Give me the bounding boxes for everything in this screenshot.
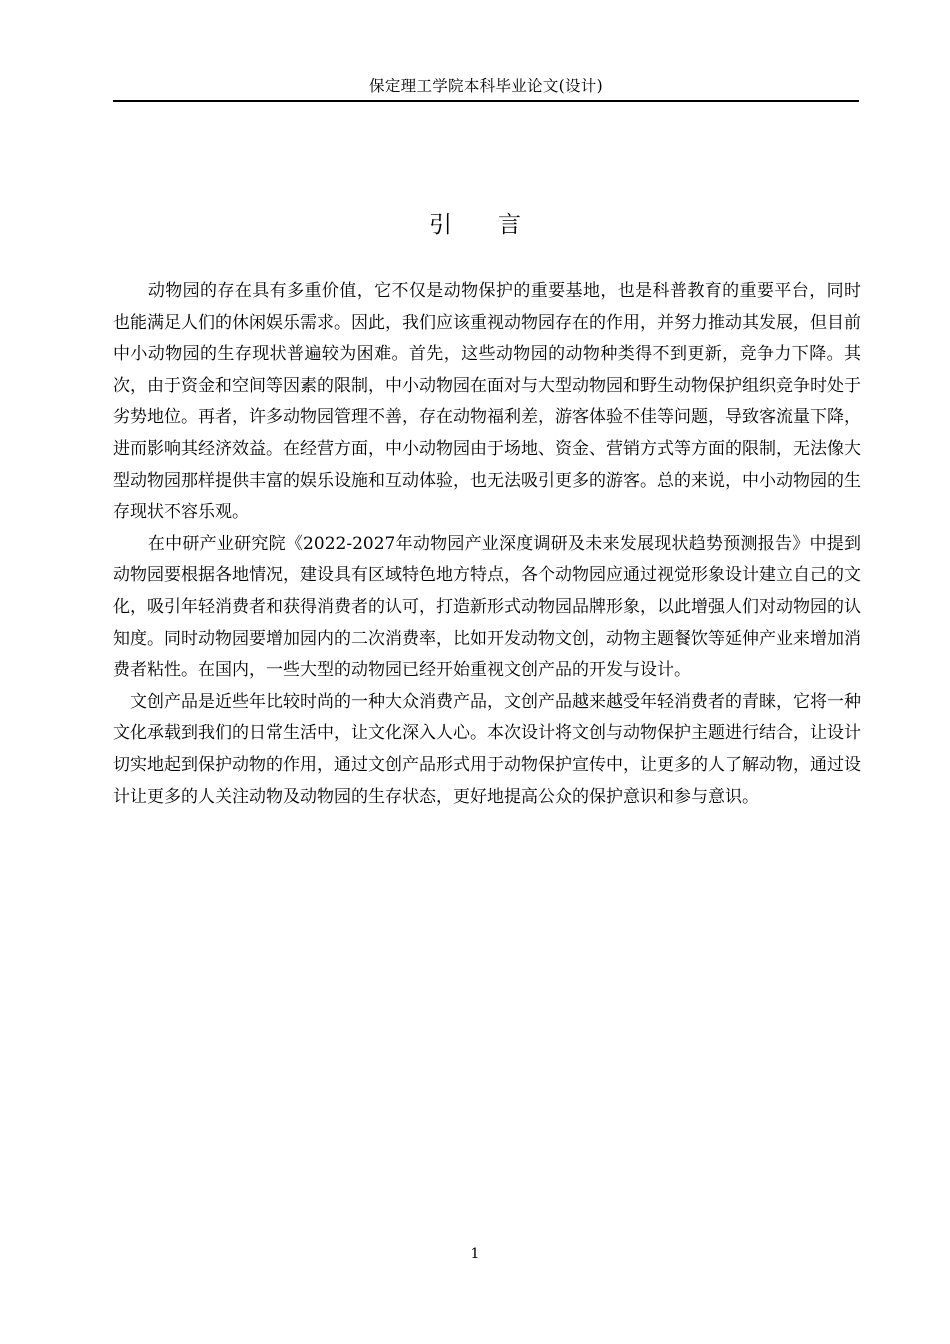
paragraph-3: 文创产品是近些年比较时尚的一种大众消费产品，文创产品越来越受年轻消费者的青睐，它将一种文化承载到我们的日常生活中，让文化深入人心。本次设计将文创与动物保护主题进行结合，让设计切实地起到保护动物的作用，通过文创产品形式用于动物保护宣传中，让更多的人了解动物，通过设计让更多的人关注动物及动物园的生存状态，更好地提高公众的保护意识和参与意识。 xyxy=(113,691,861,807)
body-text xyxy=(113,276,861,813)
page-number: 1 xyxy=(470,1246,480,1262)
header-title: 保定理工学院本科毕业论文(设计) xyxy=(369,77,603,95)
section-title: 引言 xyxy=(429,212,567,238)
page-header xyxy=(113,66,859,102)
paragraph-1: 动物园的存在具有多重价值，它不仅是动物保护的重要基地，也是科普教育的重要平台，同时也能满足人们的休闲娱乐需求。因此，我们应该重视动物园存在的作用，并努力推动其发展，但目前中小动物园的生存现状普遍较为困难。首先，这些动物园的动物种类得不到更新，竞争力下降。其次，由于资金和空间等因素的限制，中小动物园在面对与大型动物园和野生动物保护组织竞争时处于劣势地位。再者，许多动物园管理不善，存在动物福利差，游客体验不佳等问题，导致客流量下降，进而影响其经济效益。在经营方面，中小动物园由于场地、资金、营销方式等方面的限制，无法像大型动物园那样提供丰富的娱乐设施和互动体验，也无法吸引更多的游客。总的来说，中小动物园的生存现状不容乐观。 xyxy=(113,281,861,523)
paragraph-2: 在中研产业研究院《2022-2027年动物园产业深度调研及未来发展现状趋势预测报告》中提到动物园要根据各地情况，建设具有区域特色地方特点，各个动物园应通过视觉形象设计建立自己的文化，吸引年轻消费者和获得消费者的认可，打造新形式动物园品牌形象，以此增强人们对动物园的认知度。同时动物园要增加园内的二次消费率，比如开发动物文创，动物主题餐饮等延伸产业来增加消费者粘性。在国内，一些大型的动物园已经开始重视文创产品的开发与设计。 xyxy=(113,533,861,681)
